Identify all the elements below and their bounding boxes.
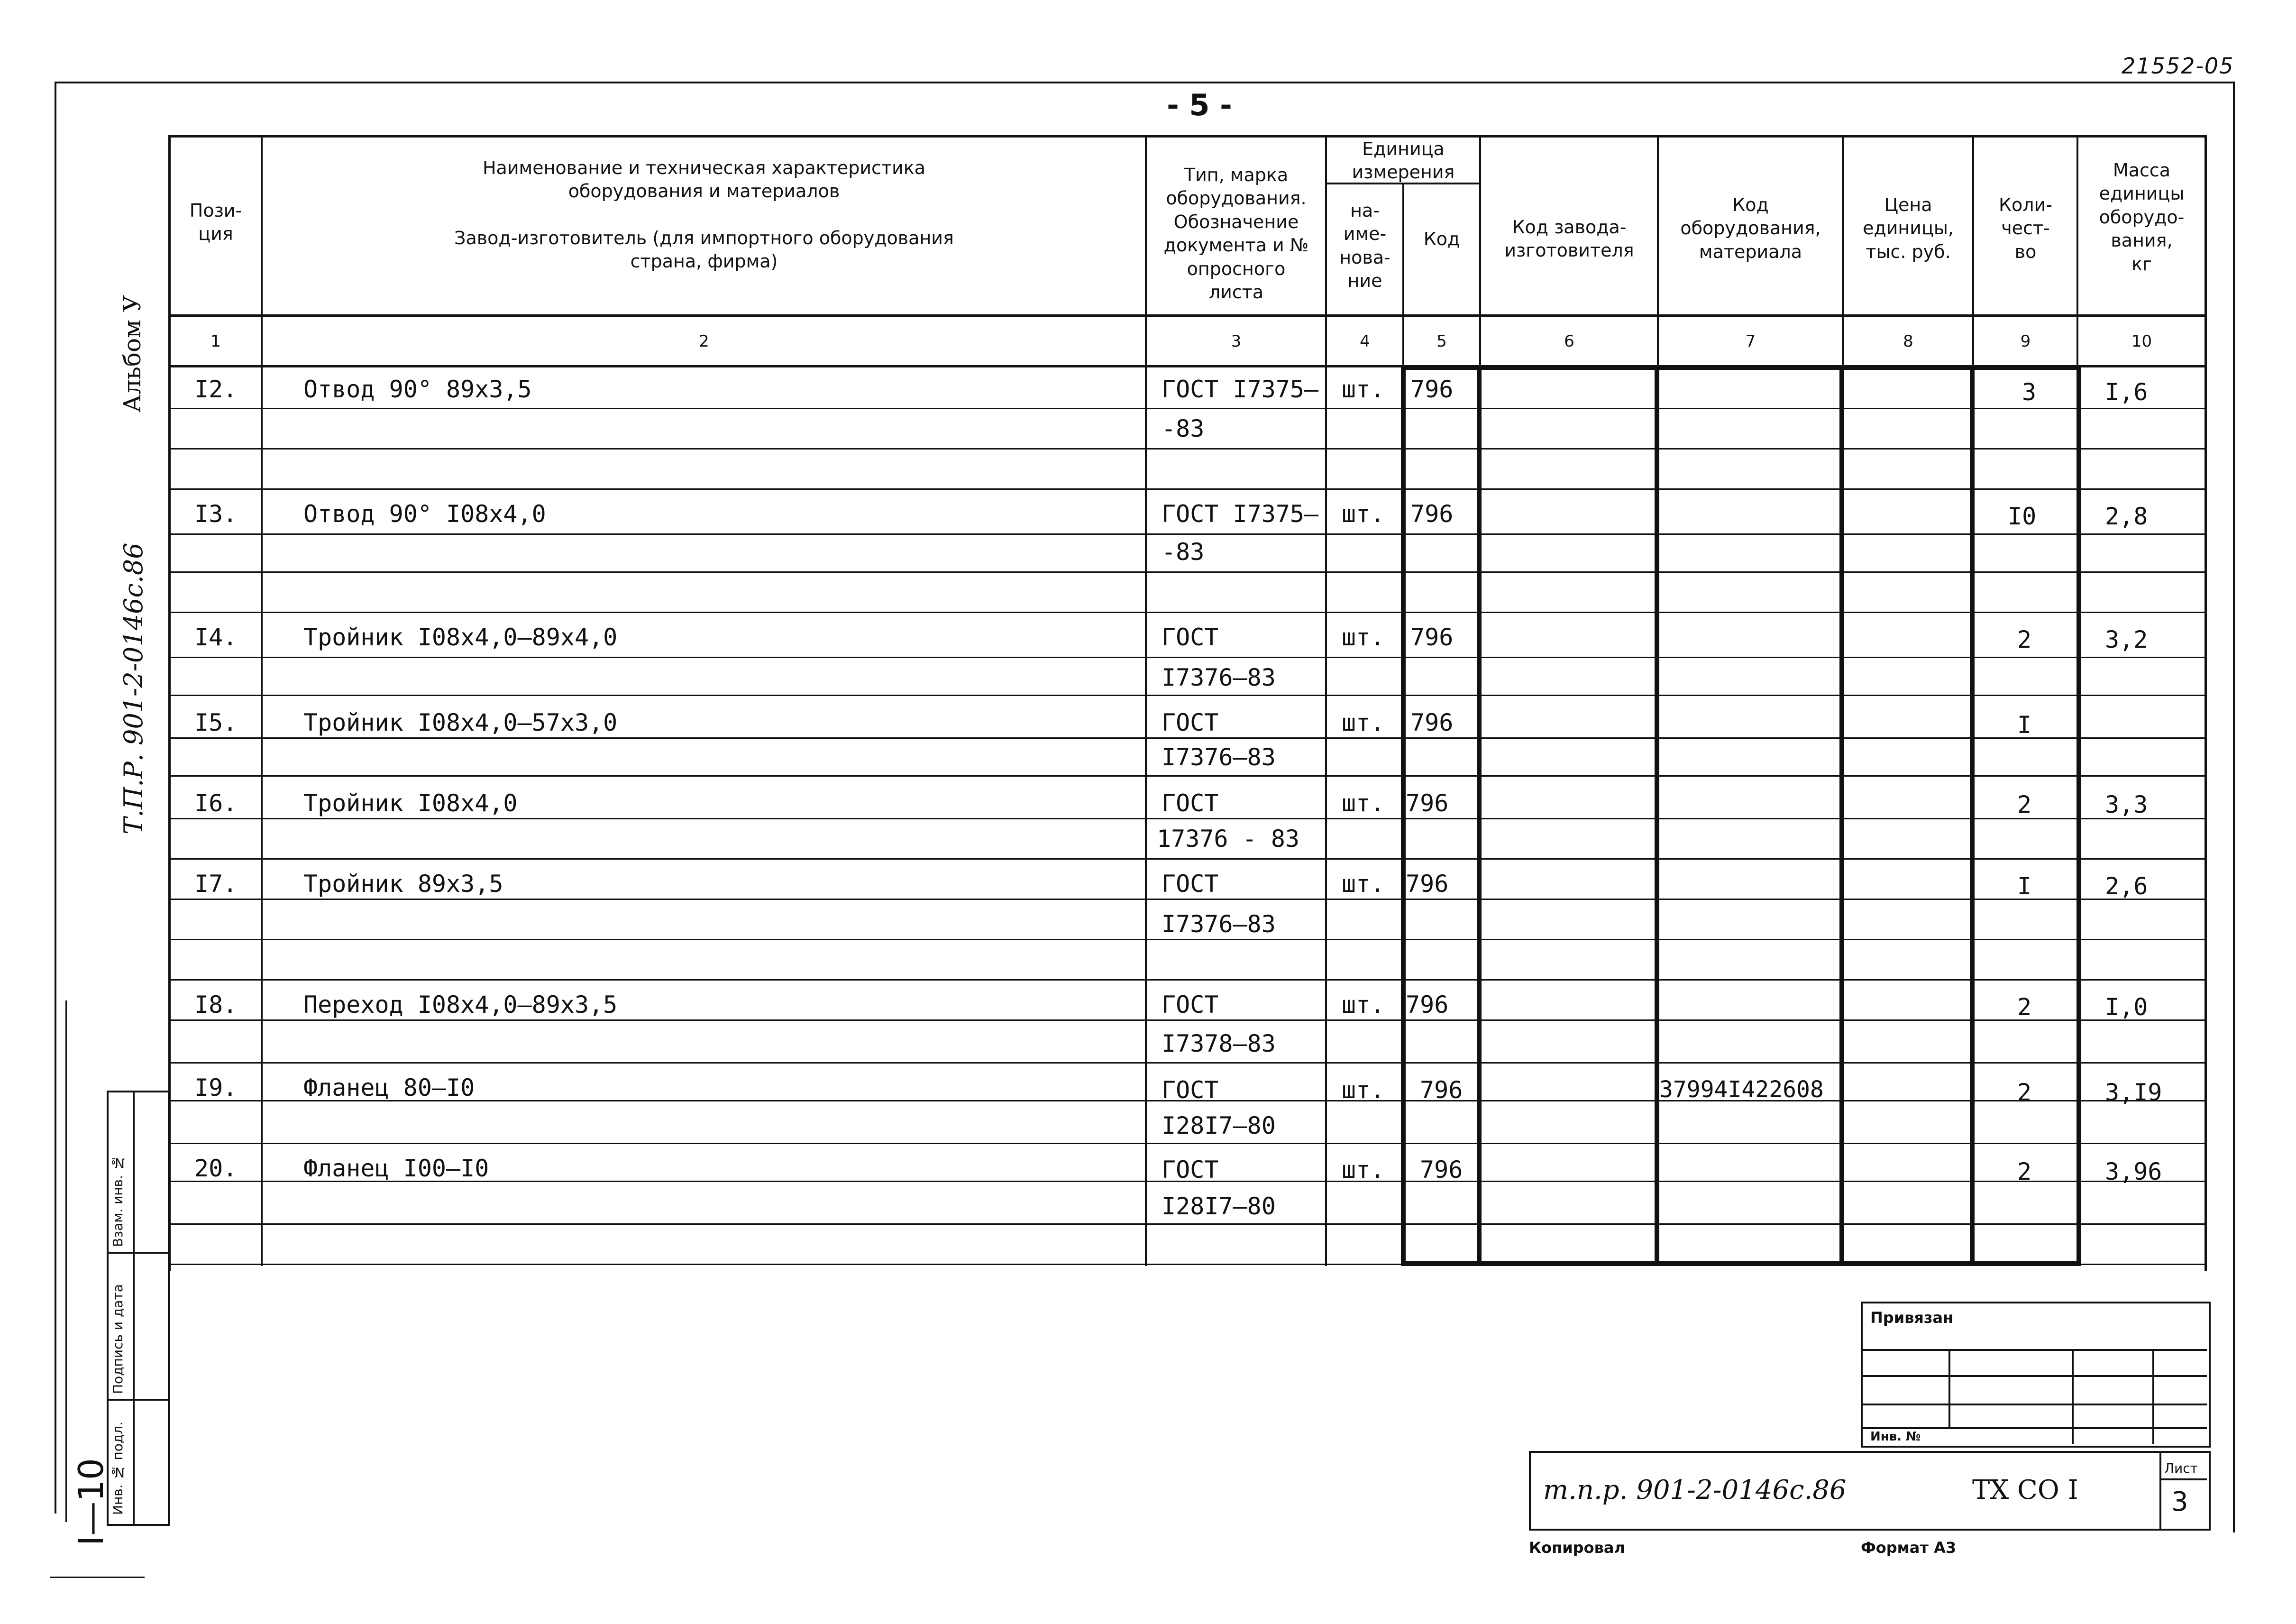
row-code: 796 xyxy=(1410,624,1454,651)
row-mass: 3,I9 xyxy=(2105,1079,2162,1106)
colnum-5: 5 xyxy=(1436,332,1447,351)
colnum-10: 10 xyxy=(2131,332,2152,351)
row-code: 796 xyxy=(1410,709,1454,736)
colnum-4: 4 xyxy=(1360,332,1370,351)
document-number: 21552-05 xyxy=(2122,53,2234,79)
row-mass: 2,8 xyxy=(2105,503,2148,530)
header-unit-mass: Масса единицы оборудо- вания, кг xyxy=(2099,160,2185,275)
side-rule xyxy=(65,1000,67,1522)
row-quantity: 2 xyxy=(2017,626,2032,653)
designation-rule xyxy=(2159,1478,2207,1480)
row-mass: 3,96 xyxy=(2105,1158,2162,1185)
row-name: Тройник I08х4,0 xyxy=(303,789,518,817)
colnum-3: 3 xyxy=(1231,332,1242,351)
row-position: I3. xyxy=(194,500,238,528)
designation-rule xyxy=(2159,1451,2161,1531)
header-type-brand: Тип, марка оборудования. Обозначение документа и № опросного листа xyxy=(1163,165,1309,303)
stamp-field-replace-inv: Взам. инв. № xyxy=(110,1155,126,1247)
header-manufacturer: Завод-изготовитель (для импортного оборудования страна, фирма) xyxy=(454,228,954,272)
bound-rule xyxy=(1861,1375,2207,1377)
bottom-rule xyxy=(50,1577,145,1578)
row-code: 796 xyxy=(1420,1076,1463,1104)
stamp-divider xyxy=(107,1399,170,1401)
row-type-cont: 17376 - 83 xyxy=(1157,825,1300,853)
colnum-6: 6 xyxy=(1564,332,1574,351)
highlight-frame xyxy=(1401,365,2081,1266)
row-position: I5. xyxy=(194,709,238,736)
row-type-cont: -83 xyxy=(1162,415,1205,442)
col-line xyxy=(2205,135,2206,1266)
row-name: Тройник I08х4,0–89х4,0 xyxy=(303,624,618,651)
row-position: I2. xyxy=(194,376,238,403)
bound-rule xyxy=(1861,1404,2207,1405)
row-position: 20. xyxy=(194,1155,238,1182)
row-type: ГОСТ xyxy=(1162,1076,1219,1104)
copied-label: Копировал xyxy=(1529,1539,1625,1557)
header-unit-price: Цена единицы, тыс. руб. xyxy=(1863,194,1954,262)
row-type: ГОСТ I7375– xyxy=(1162,376,1319,403)
col-line xyxy=(261,135,263,1266)
row-name: Фланец I00–I0 xyxy=(303,1155,489,1182)
row-code: 796 xyxy=(1406,789,1449,817)
row-position: I4. xyxy=(194,624,238,651)
row-type-cont: I7376–83 xyxy=(1162,910,1276,938)
bound-rule xyxy=(1861,1427,2207,1429)
header-unit-name: на- име- нова- ние xyxy=(1339,200,1390,292)
row-type-cont: I28I7–80 xyxy=(1162,1193,1276,1220)
header-plant-code: Код завода- изготовителя xyxy=(1504,217,1634,261)
row-type-cont: -83 xyxy=(1162,538,1205,566)
row-unit: шт. xyxy=(1342,789,1385,817)
colnum-9: 9 xyxy=(2020,332,2031,351)
row-quantity: 2 xyxy=(2017,1079,2032,1106)
row-type-cont: I7378–83 xyxy=(1162,1030,1276,1057)
row-equipment-code: 37994I422608 xyxy=(1659,1076,1824,1103)
row-code: 796 xyxy=(1420,1156,1463,1184)
row-quantity: I0 xyxy=(2008,503,2037,530)
row-unit: шт. xyxy=(1342,870,1385,898)
highlight-divider xyxy=(1655,365,1659,1261)
row-quantity: 2 xyxy=(2017,791,2032,818)
row-quantity: 2 xyxy=(2017,993,2032,1021)
row-unit: шт. xyxy=(1342,1156,1385,1184)
bound-rule xyxy=(1948,1349,1950,1427)
row-type: ГОСТ xyxy=(1162,789,1219,817)
colnum-8: 8 xyxy=(1903,332,1913,351)
highlight-divider xyxy=(1839,365,1844,1261)
inventory-label: Инв. № xyxy=(1870,1430,1921,1444)
row-name: Тройник 89х3,5 xyxy=(303,870,503,898)
row-type: ГОСТ xyxy=(1162,1156,1219,1184)
row-position: I6. xyxy=(194,789,238,817)
colnum-1: 1 xyxy=(210,332,221,351)
col-line xyxy=(1325,135,1327,1266)
stamp-field-inv-original: Инв. № подл. xyxy=(110,1421,126,1515)
row-quantity: I xyxy=(2017,711,2032,739)
row-unit: шт. xyxy=(1342,991,1385,1018)
row-code: 796 xyxy=(1410,376,1454,403)
colnum-2: 2 xyxy=(699,332,709,351)
row-position: I8. xyxy=(194,991,238,1018)
row-position: I7. xyxy=(194,870,238,898)
page-marker: - 5 - xyxy=(1167,88,1232,122)
frame-left xyxy=(55,82,56,1514)
header-unit-of-measure: Единица измерения xyxy=(1352,138,1455,183)
row-name: Отвод 90° I08х4,0 xyxy=(303,500,546,528)
bound-rule xyxy=(1861,1349,2207,1351)
row-code: 796 xyxy=(1406,991,1449,1018)
row-unit: шт. xyxy=(1342,376,1385,403)
document-code: ТХ СО I xyxy=(1972,1475,2078,1505)
header-position: Пози- ция xyxy=(189,200,242,245)
row-unit: шт. xyxy=(1342,1076,1385,1104)
project-label: Т.П.Р. 901-2-0146с.86 xyxy=(119,542,148,835)
stamp-divider xyxy=(133,1091,135,1526)
header-unit-code: Код xyxy=(1423,229,1460,249)
row-code: 796 xyxy=(1410,500,1454,528)
row-type-cont: I7376–83 xyxy=(1162,664,1276,691)
row-code: 796 xyxy=(1406,870,1449,898)
row-mass: I,6 xyxy=(2105,378,2148,406)
sheet-number: 3 xyxy=(2171,1486,2188,1517)
row-mass: 3,2 xyxy=(2105,626,2148,653)
row-mass: 2,6 xyxy=(2105,872,2148,900)
row-unit: шт. xyxy=(1342,709,1385,736)
header-name-characteristics: Наименование и техническая характеристика оборудования и материалов xyxy=(482,157,926,202)
row-unit: шт. xyxy=(1342,500,1385,528)
sheet-label: Лист xyxy=(2164,1460,2198,1476)
album-label: Альбом У xyxy=(119,295,146,413)
row-quantity: I xyxy=(2017,872,2032,900)
row-name: Отвод 90° 89х3,5 xyxy=(303,376,532,403)
frame-right xyxy=(2233,82,2235,1532)
colnum-7: 7 xyxy=(1745,332,1756,351)
sheet-code-label: I—10 xyxy=(71,1458,111,1546)
row-type: ГОСТ xyxy=(1162,624,1219,651)
row-type: ГОСТ xyxy=(1162,991,1219,1018)
stamp-divider xyxy=(107,1252,170,1254)
bound-label: Привязан xyxy=(1870,1309,1954,1327)
bound-rule xyxy=(2072,1349,2074,1444)
row-quantity: 3 xyxy=(2022,378,2037,406)
highlight-divider xyxy=(1477,365,1482,1261)
col-line xyxy=(1145,135,1147,1266)
row-name: Переход I08х4,0–89х3,5 xyxy=(303,991,618,1018)
header-quantity: Коли- чест- во xyxy=(1999,194,2052,262)
row-mass: I,0 xyxy=(2105,993,2148,1021)
row-mass: 3,3 xyxy=(2105,791,2148,818)
row-name: Фланец 80–I0 xyxy=(303,1074,475,1101)
frame-top xyxy=(55,82,2233,83)
row-unit: шт. xyxy=(1342,624,1385,651)
row-quantity: 2 xyxy=(2017,1158,2032,1185)
row-type: ГОСТ I7375– xyxy=(1162,500,1319,528)
row-type: ГОСТ xyxy=(1162,870,1219,898)
header-equipment-code: Код оборудования, материала xyxy=(1680,194,1821,262)
highlight-divider xyxy=(1970,365,1975,1261)
stamp-field-signature-date: Подпись и дата xyxy=(110,1284,126,1394)
header-bottom-line xyxy=(168,314,2207,317)
format-label: Формат А3 xyxy=(1861,1539,1957,1557)
row-type-cont: I7376–83 xyxy=(1162,743,1276,771)
row-position: I9. xyxy=(194,1074,238,1101)
project-designation: т.п.р. 901-2-0146с.86 xyxy=(1543,1475,1847,1505)
row-type: ГОСТ xyxy=(1162,709,1219,736)
row-name: Тройник I08х4,0–57х3,0 xyxy=(303,709,618,736)
bound-rule xyxy=(2152,1349,2154,1444)
row-type-cont: I28I7–80 xyxy=(1162,1112,1276,1139)
